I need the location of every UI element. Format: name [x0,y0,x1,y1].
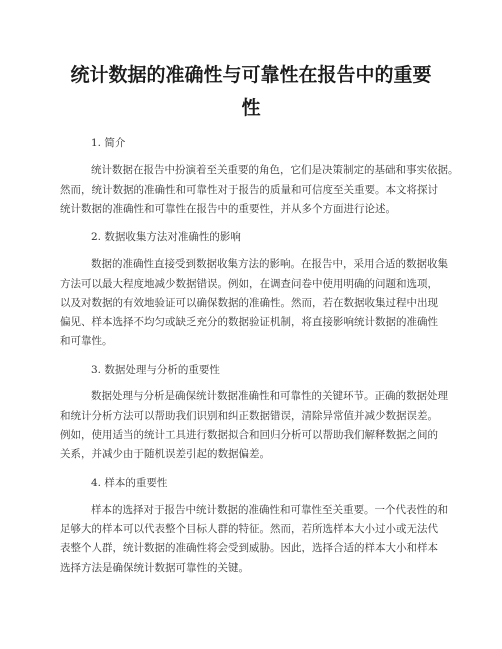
section-3-line-2: 和统计分析方法可以帮助我们识别和纠正数据错误，清除异常值并减少数据误差。 [60,410,438,422]
section-4-line-1: 样本的选择对于报告中统计数据的准确性和可靠性至关重要。一个代表性的和 [91,504,448,516]
section-4-line-4: 选择方法是确保统计数据可靠性的关键。 [60,562,249,574]
section-2-heading: 2. 数据收集方法对准确性的影响 [91,231,241,243]
section-4-line-3: 表整个人群，统计数据的准确性将会受到威胁。因此，选择合适的样本大小和样本 [60,542,438,554]
section-2-line-5: 和可靠性。 [60,335,113,347]
section-3-line-3: 例如，使用适当的统计工具进行数据拟合和回归分析可以帮助我们解释数据之间的 [60,429,438,441]
section-2-line-2: 方法可以最大程度地减少数据错误。例如，在调查问卷中使用明确的问题和选项， [60,278,438,290]
section-2-line-3: 以及对数据的有效地验证可以确保数据的准确性。然而，若在数据收集过程中出现 [60,297,438,309]
section-3-heading: 3. 数据处理与分析的重要性 [91,364,220,376]
section-1-line-2: 然而，统计数据的准确性和可靠性对于报告的质量和可信度至关重要。本文将探讨 [60,184,438,196]
section-3-line-1: 数据处理与分析是确保统计数据准确性和可靠性的关键环节。正确的数据处理 [91,390,448,402]
section-3-line-4: 关系，并减少由于随机误差引起的数据偏差。 [60,448,270,460]
document-title-line-1: 统计数据的准确性与可靠性在报告中的重要 [70,64,432,86]
section-4-heading: 4. 样本的重要性 [91,477,168,489]
section-1-line-3: 统计数据的准确性和可靠性在报告中的重要性，并从多个方面进行论述。 [60,203,396,215]
section-1-heading: 1. 简介 [91,137,126,149]
document-title-line-2: 性 [241,97,261,119]
section-1-line-1: 统计数据在报告中扮演着至关重要的角色，它们是决策制定的基础和事实依据。 [91,164,459,176]
section-2-line-4: 偏见、样本选择不均匀或缺乏充分的数据验证机制，将直接影响统计数据的准确性 [60,316,438,328]
section-2-line-1: 数据的准确性直接受到数据收集方法的影响。在报告中，采用合适的数据收集 [91,258,448,270]
section-4-line-2: 足够大的样本可以代表整个目标人群的特征。然而，若所选样本大小过小或无法代 [60,523,438,535]
